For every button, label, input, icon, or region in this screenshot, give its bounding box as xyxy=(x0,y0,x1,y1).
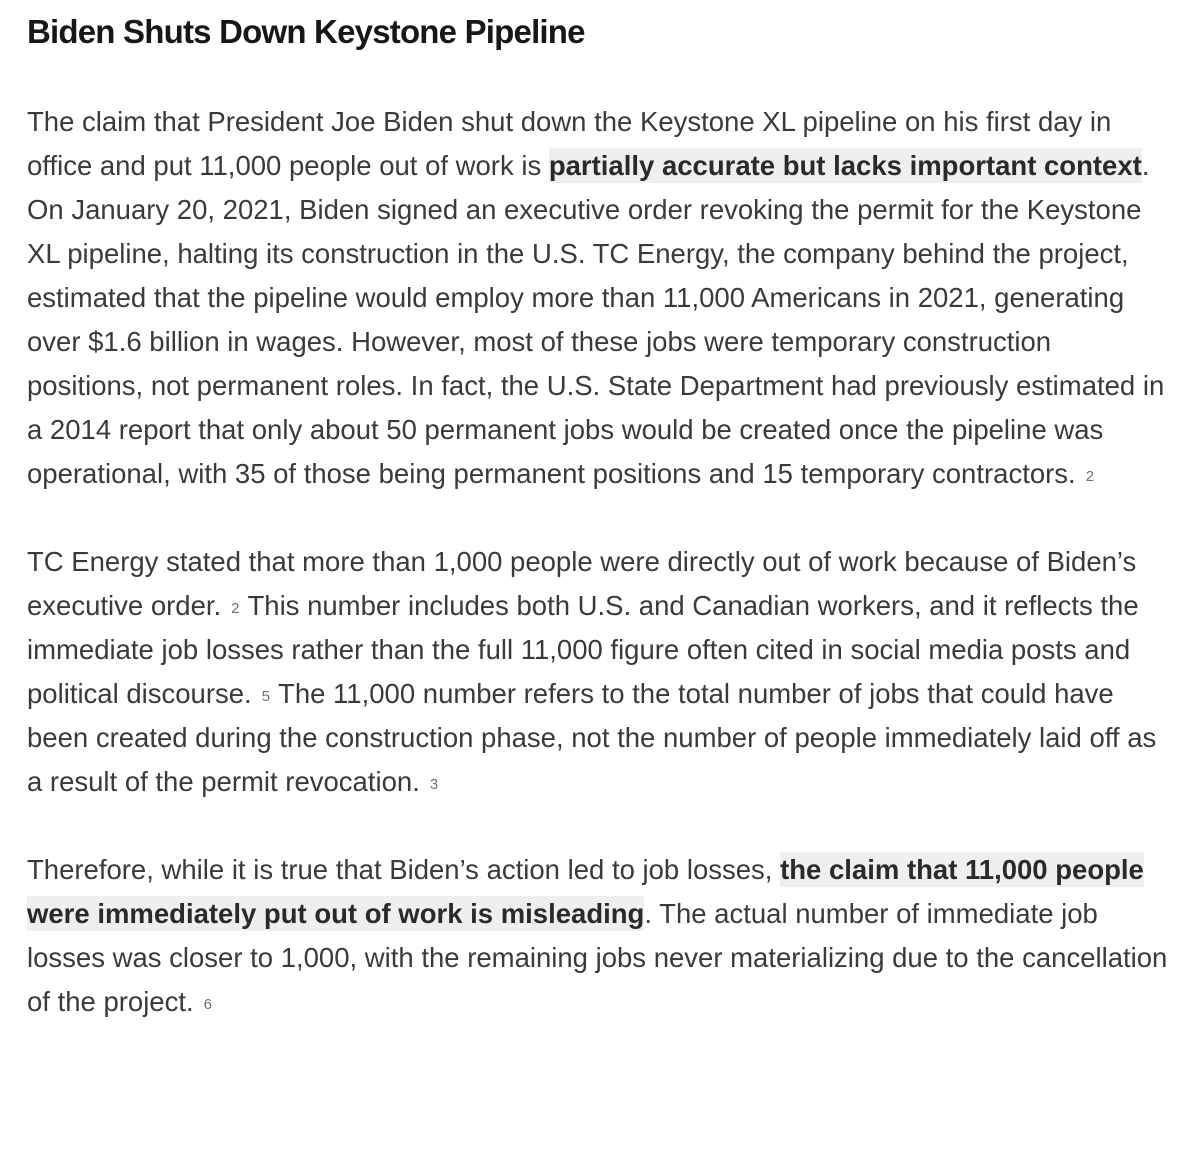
article-title: Biden Shuts Down Keystone Pipeline xyxy=(27,13,585,50)
paragraph-1-text-after: . On January 20, 2021, Biden signed an executive order revoking the permit for the Keystone XL pipeline, halting its construction in the U.S. TC Energy, the company behind the project, estimated that the pipeline would employ more than 11,000 Americans in 2021, generating over $1.6 billion in wages. However, most of these jobs were temporary construction positions, not permanent roles. In fact, the U.S. State Department had previously estimated in a 2014 report that only about 50 permanent jobs would be created once the pipeline was operational, with 35 of those being permanent positions and 15 temporary contractors. xyxy=(27,150,1165,489)
paragraph-1-highlight: partially accurate but lacks important context xyxy=(548,150,1142,181)
citation-marker[interactable]: 5 xyxy=(261,688,271,705)
citation-marker[interactable]: 2 xyxy=(231,600,240,617)
paragraph-1-text-before: The claim that President Joe Biden shut down the Keystone XL pipeline on his first day in office and put 11,000 people out of work is xyxy=(27,106,1112,181)
paragraph-3 xyxy=(27,848,1170,1024)
citation-marker[interactable]: 6 xyxy=(203,996,212,1013)
paragraph-2-sentence-2: This number includes both U.S. and Canadian workers, and it reflects the immediate job losses rather than the full 11,000 figure often cited in social media posts and political discourse. xyxy=(27,590,1139,709)
paragraph-2-sentence-3: The 11,000 number refers to the total number of jobs that could have been created during the construction phase, not the number of people immediately laid off as a result of the permit revocation. xyxy=(27,678,1157,797)
paragraph-1 xyxy=(27,100,1170,496)
paragraph-2 xyxy=(27,540,1170,804)
paragraph-3-text-before: Therefore, while it is true that Biden’s action led to job losses, xyxy=(27,854,781,885)
paragraph-3-text-after: . The actual number of immediate job losses was closer to 1,000, with the remaining jobs never materializing due to the cancellation of the project. xyxy=(27,898,1168,1017)
paragraph-3-highlight: the claim that 11,000 people were immediately put out of work is misleading xyxy=(27,854,1144,929)
citation-marker[interactable]: 2 xyxy=(1085,468,1095,485)
citation-marker[interactable]: 3 xyxy=(429,776,439,793)
paragraph-2-sentence-1: TC Energy stated that more than 1,000 people were directly out of work because of Biden’s executive order. xyxy=(27,546,1137,621)
